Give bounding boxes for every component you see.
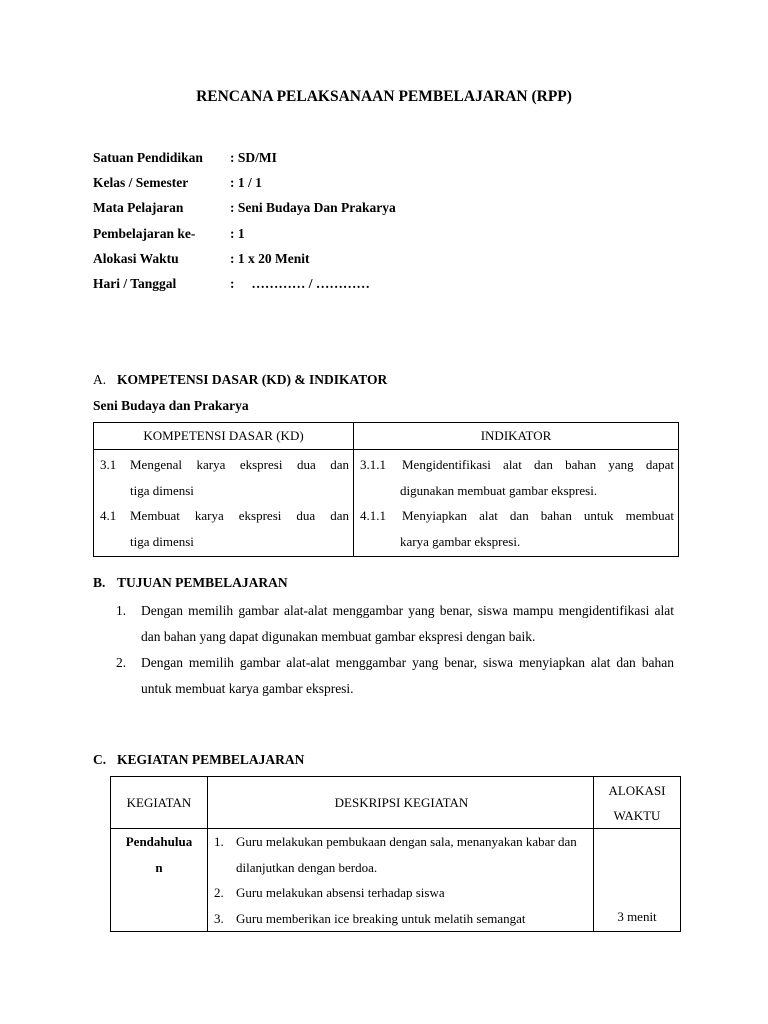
deskripsi-cell — [207, 829, 593, 932]
list-number: 3. — [213, 910, 224, 926]
alokasi-header — [593, 777, 680, 829]
indikator-text: Mengidentifikasi alat dan bahan yang dapat — [402, 457, 674, 472]
info-value: : SD/MI — [230, 150, 277, 165]
alokasi-header-line2: WAKTU — [613, 807, 661, 823]
list-number: 1. — [116, 603, 127, 618]
table-row — [111, 829, 681, 932]
info-row-mapel — [93, 195, 396, 220]
list-item — [116, 598, 674, 650]
list-number: 2. — [116, 655, 127, 670]
kegiatan-cell — [111, 829, 208, 932]
kd-text-cont: tiga dimensi — [130, 533, 194, 549]
info-label: Kelas / Semester — [93, 175, 189, 191]
indikator-number: 3.1.1 — [360, 457, 386, 472]
section-letter: A. — [93, 372, 107, 387]
indikator-text-cont: digunakan membuat gambar ekspresi. — [400, 482, 598, 498]
list-number: 1. — [213, 834, 224, 849]
info-row-satuan — [93, 145, 396, 170]
kd-header: KOMPETENSI DASAR (KD) — [94, 423, 354, 450]
kd-item — [100, 452, 349, 478]
list-text: Dengan memilih gambar alat-alat menggambar yang benar, siswa mampu mengidentifikasi alat dan bahan yang dapat digunakan membuat gambar ekspresi dengan baik. — [141, 603, 674, 644]
list-item — [214, 829, 589, 880]
kegiatan-table — [110, 776, 681, 932]
section-title: KEGIATAN PEMBELAJARAN — [117, 752, 305, 767]
kd-cell — [94, 450, 354, 557]
info-label: Pembelajaran ke- — [93, 225, 196, 241]
list-item — [214, 906, 589, 932]
section-b-heading — [93, 575, 288, 591]
info-row-kelas — [93, 170, 396, 195]
tujuan-list — [116, 598, 674, 702]
info-row-pembelajaran — [93, 221, 396, 246]
info-value: : 1 — [230, 225, 245, 241]
list-item — [116, 650, 674, 702]
document-title: RENCANA PELAKSANAAN PEMBELAJARAN (RPP) — [196, 88, 572, 105]
indikator-cell — [354, 450, 679, 557]
info-row-hari — [93, 271, 396, 296]
kd-number: 4.1 — [100, 508, 117, 523]
indikator-item — [360, 503, 674, 529]
alokasi-cell: 3 menit — [593, 829, 680, 932]
indikator-item — [360, 452, 674, 478]
section-title: KOMPETENSI DASAR (KD) & INDIKATOR — [117, 372, 388, 387]
section-letter: C. — [93, 752, 107, 767]
indikator-number: 4.1.1 — [360, 508, 386, 523]
kd-text-cont: tiga dimensi — [130, 482, 194, 498]
kd-table — [93, 422, 679, 557]
kd-text: Mengenal karya ekspresi dua dan — [130, 457, 349, 472]
kegiatan-table-header — [111, 777, 681, 829]
list-text: Guru memberikan ice breaking untuk melatih semangat — [235, 910, 526, 926]
info-label: Alokasi Waktu — [93, 250, 179, 266]
list-text: Guru melakukan pembukaan dengan sala, menanyakan kabar dan dilanjutkan dengan berdoa. — [235, 834, 577, 875]
kd-table-row — [94, 450, 679, 557]
section-a-heading — [93, 372, 387, 388]
info-value: : ………… / ………… — [230, 275, 370, 291]
section-title: TUJUAN PEMBELAJARAN — [117, 575, 288, 590]
section-letter: B. — [93, 575, 106, 590]
kd-table-header — [94, 423, 679, 450]
kd-number: 3.1 — [100, 457, 117, 472]
indikator-text-cont: karya gambar ekspresi. — [400, 533, 521, 549]
info-value: : Seni Budaya Dan Prakarya — [230, 200, 396, 216]
info-value: : 1 / 1 — [230, 175, 262, 191]
section-a-subtitle: Seni Budaya dan Prakarya — [93, 398, 249, 413]
kegiatan-label-line2: n — [155, 859, 163, 875]
kd-text: Membuat karya ekspresi dua dan — [130, 508, 349, 523]
section-c-heading — [93, 752, 304, 768]
indikator-header: INDIKATOR — [354, 423, 679, 450]
alokasi-header-line1: ALOKASI — [608, 782, 666, 798]
info-block — [93, 145, 396, 296]
info-label: Mata Pelajaran — [93, 200, 184, 216]
list-number: 2. — [213, 885, 224, 900]
info-row-alokasi — [93, 246, 396, 271]
kd-item — [100, 503, 349, 529]
kegiatan-header: KEGIATAN — [111, 777, 208, 829]
info-label: Satuan Pendidikan — [93, 150, 203, 165]
list-text: Guru melakukan absensi terhadap siswa — [235, 885, 445, 900]
list-text: Dengan memilih gambar alat-alat menggambar yang benar, siswa menyiapkan alat dan bahan untuk membuat karya gambar ekspresi. — [141, 655, 674, 696]
list-item — [214, 880, 589, 906]
indikator-text: Menyiapkan alat dan bahan untuk membuat — [402, 508, 674, 523]
info-value: : 1 x 20 Menit — [230, 250, 310, 266]
info-label: Hari / Tanggal — [93, 275, 177, 291]
deskripsi-header: DESKRIPSI KEGIATAN — [207, 777, 593, 829]
kegiatan-label-line1: Pendahulua — [125, 834, 193, 849]
